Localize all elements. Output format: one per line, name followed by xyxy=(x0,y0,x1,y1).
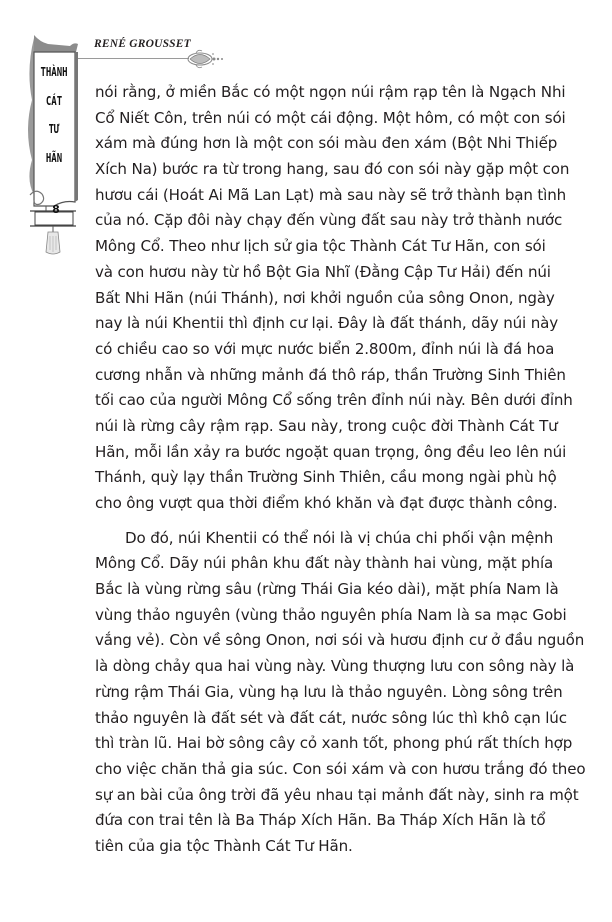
paragraph xyxy=(95,80,573,517)
text-line: xám mà đúng hơn là một con sói màu đen xám (Bột Nhi Thiếp xyxy=(95,134,558,153)
text-line: Hãn, mỗi lần xảy ra bước ngoặt quan trọng, ông đều leo lên núi xyxy=(95,442,567,461)
text-line: của nó. Cặp đôi này chạy đến vùng đất sau này trở thành nước xyxy=(95,211,563,230)
text-line: và con hươu này từ hồ Bột Gia Nhĩ (Đằng Cập Tư Hải) đến núi xyxy=(95,262,551,281)
text-line: vắng vẻ). Còn về sông Onon, nơi sói và hươu định cư ở đầu nguồn xyxy=(95,631,585,650)
text-line: Thánh, quỳ lạy thần Trường Sinh Thiên, cầu mong ngài phù hộ xyxy=(95,468,557,487)
text-line: đứa con trai tên là Ba Tháp Xích Hãn. Ba Tháp Xích Hãn là tổ xyxy=(95,811,546,830)
book-title-word: CÁT xyxy=(45,92,63,108)
text-line: có chiều cao so với mực nước biển 2.800m, đỉnh núi là đá hoa xyxy=(95,339,555,358)
floral-ornament-icon xyxy=(186,48,226,70)
text-line: nói rằng, ở miền Bắc có một ngọn núi rậm rạp tên là Ngạch Nhi xyxy=(95,83,566,101)
paragraph xyxy=(95,526,586,860)
body-text xyxy=(95,80,586,860)
text-line: cho việc chăn thả gia súc. Con sói xám và con hươu trắng đó theo xyxy=(95,759,586,778)
text-line: Cổ Niết Côn, trên núi có một cái động. Một hôm, có một con sói xyxy=(95,108,566,127)
text-line: Bất Nhi Hãn (núi Thánh), nơi khởi nguồn của sông Onon, ngày xyxy=(95,288,555,307)
text-line: Do đó, núi Khentii có thể nói là vị chúa chi phối vận mệnh xyxy=(125,528,554,547)
book-title-word: TƯ xyxy=(48,121,60,136)
text-line: núi là rừng cây rậm rạp. Sau này, trong cuộc đời Thành Cát Tư xyxy=(95,416,558,435)
page-number: 8 xyxy=(52,203,60,216)
text-line: Bắc là vùng rừng sâu (rừng Thái Gia kéo dài), mặt phía Nam là xyxy=(95,580,559,599)
text-line: vùng thảo nguyên (vùng thảo nguyên phía Nam là sa mạc Gobi xyxy=(95,605,567,624)
text-line: cương nhẫn và những mảnh đá thô ráp, thần Trường Sinh Thiên xyxy=(95,365,566,384)
text-line: thảo nguyên là đất sét và đất cát, nước sông lúc thì khô cạn lúc xyxy=(95,708,567,727)
text-line: hươu cái (Hoát Ai Mã Lan Lạt) mà sau này sẽ trở thành bạn tình xyxy=(95,185,567,204)
text-line: sự an bài của ông trời đã yêu nhau tại mảnh đất này, sinh ra một xyxy=(95,785,579,804)
text-line: tiên của gia tộc Thành Cát Tư Hãn. xyxy=(95,836,353,855)
header-rule xyxy=(76,58,189,59)
text-line: rừng rậm Thái Gia, vùng hạ lưu là thảo nguyên. Lòng sông trên xyxy=(95,682,563,701)
book-title-word: THÀNH xyxy=(40,64,68,79)
text-line: thì tràn lũ. Hai bờ sông cây cỏ xanh tốt, phong phú rất thích hợp xyxy=(95,734,573,753)
paragraph-gap xyxy=(95,517,536,526)
text-line: nay là núi Khentii thì định cư lại. Đây là đất thánh, dãy núi này xyxy=(95,314,559,333)
book-title-word: HÃN xyxy=(45,149,63,165)
running-head: RENÉ GROUSSET xyxy=(94,38,191,50)
text-line: là dòng chảy qua hai vùng này. Vùng thượng lưu con sông này là xyxy=(95,657,575,676)
text-line: Xích Na) bước ra từ trong hang, sau đó con sói này gặp một con xyxy=(95,160,570,179)
text-line: Mông Cổ. Theo như lịch sử gia tộc Thành Cát Tư Hãn, con sói xyxy=(95,237,546,256)
text-line: cho ông vượt qua thời điểm khó khăn và đạt được thành công. xyxy=(95,494,558,512)
text-line: Mông Cổ. Dãy núi phân khu đất này thành hai vùng, mặt phía xyxy=(95,554,554,573)
book-title-vertical xyxy=(40,58,69,172)
text-line: tối cao của người Mông Cổ sống trên đỉnh núi này. Bên dưới đỉnh xyxy=(95,391,573,410)
